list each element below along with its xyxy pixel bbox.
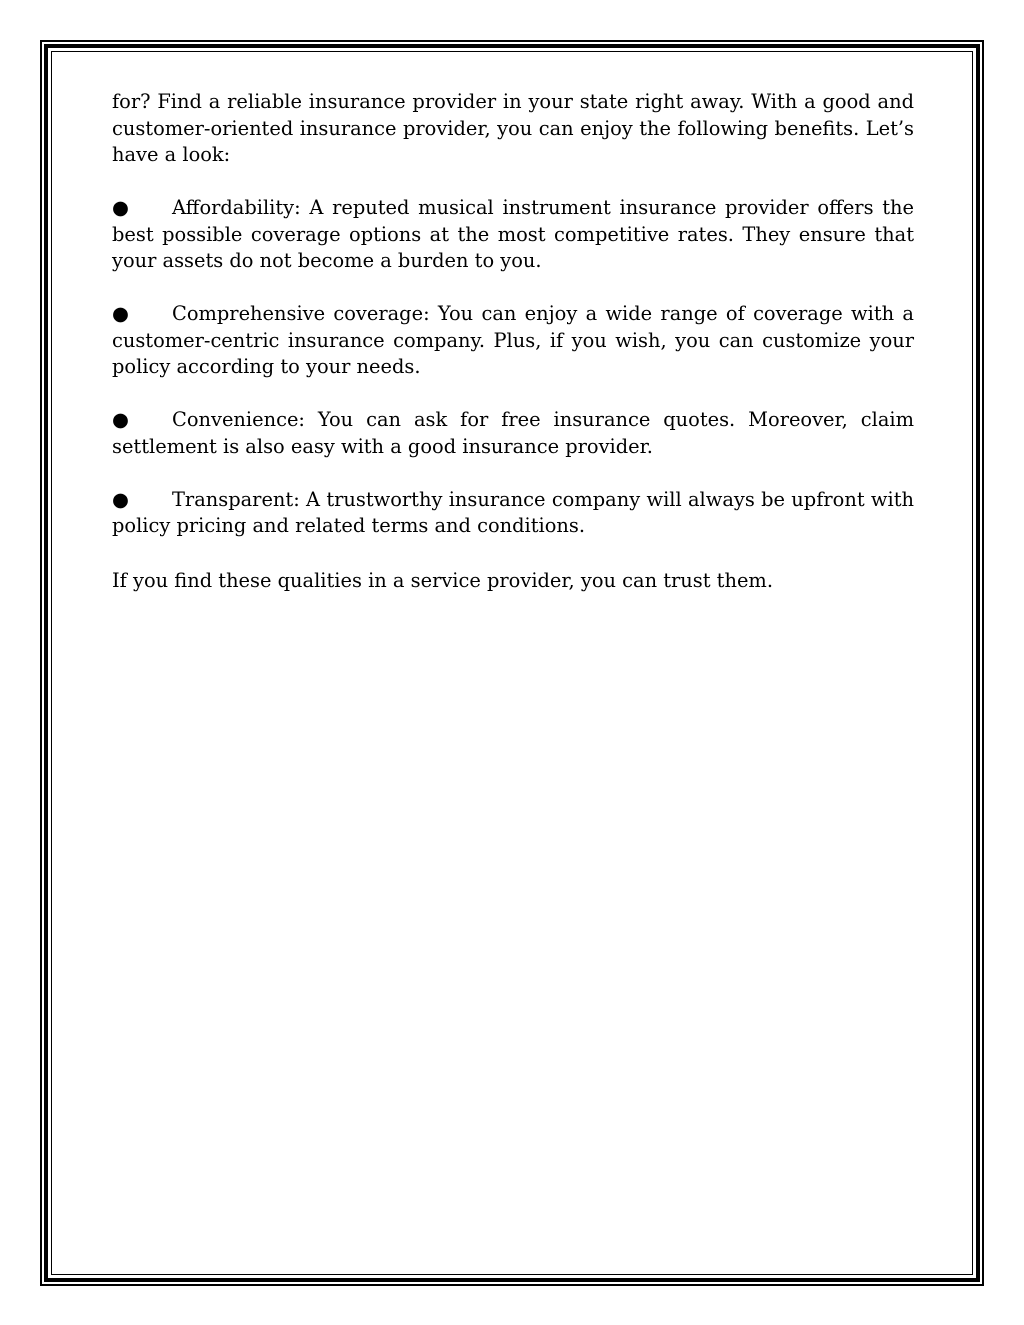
bullet-icon: ● (112, 408, 129, 431)
bullet-icon: ● (112, 196, 129, 219)
bullet-icon: ● (112, 302, 129, 325)
bullet-text: Comprehensive coverage: You can enjoy a wide range of coverage with a customer-centric insurance company. Plus, if you wish, you can customize your policy according to your needs. (112, 302, 914, 378)
bullet-item-comprehensive-coverage (112, 301, 914, 381)
closing-paragraph: If you find these qualities in a service provider, you can trust them. (112, 568, 773, 592)
bullet-text: Affordability: A reputed musical instrument insurance provider offers the best possible coverage options at the most competitive rates. They ensure that your assets do not become a burden to you. (112, 196, 914, 272)
bullet-item-affordability (112, 195, 914, 275)
intro-paragraph: for? Find a reliable insurance provider in your state right away. With a good and customer-oriented insurance provider, you can enjoy the following benefits. Let’s have a look: (112, 90, 914, 166)
bullet-text: Convenience: You can ask for free insurance quotes. Moreover, claim settlement is also easy with a good insurance provider. (112, 408, 914, 458)
bullet-text: Transparent: A trustworthy insurance company will always be upfront with policy pricing and related terms and conditions. (112, 487, 914, 537)
bullet-icon: ● (112, 487, 129, 511)
bullet-item-transparent (112, 487, 914, 540)
document-body (112, 89, 914, 621)
bullet-item-convenience (112, 407, 914, 460)
